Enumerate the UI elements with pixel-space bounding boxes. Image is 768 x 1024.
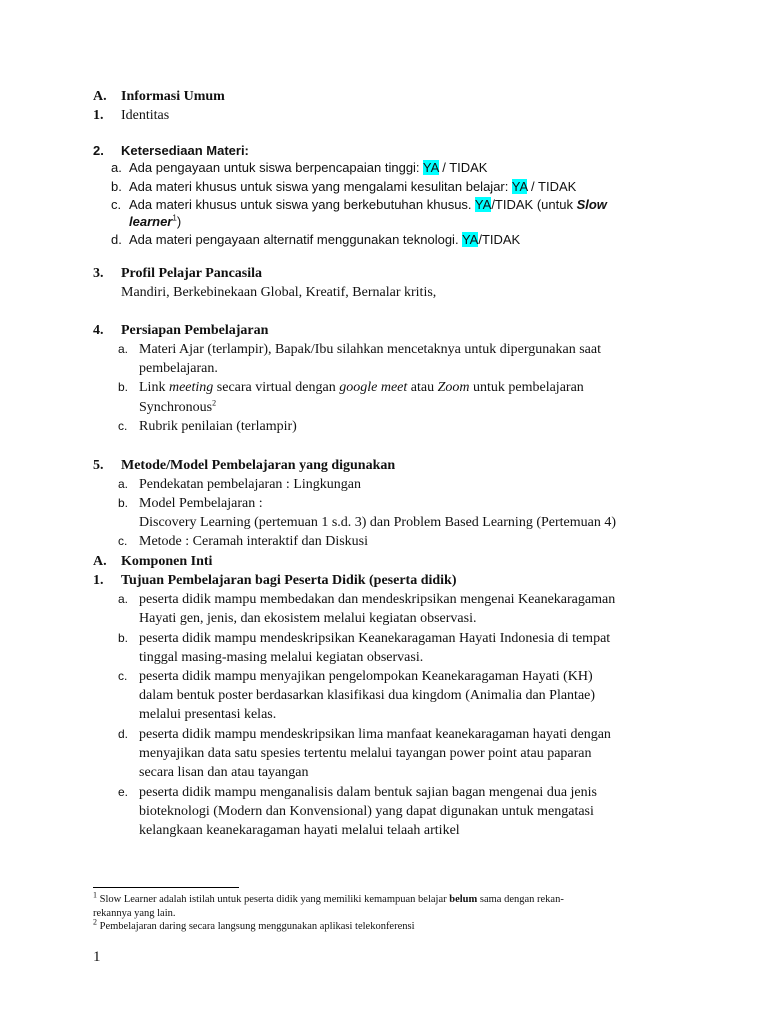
persiapan-a-cont: pembelajaran. bbox=[139, 361, 218, 376]
list-text: peserta didik mampu menyajikan pengelompokan Keanekaragaman Hayati (KH) bbox=[139, 669, 593, 684]
tujuan-a-cont: Hayati gen, jenis, dan ekosistem melalui kegiatan observasi. bbox=[139, 611, 477, 626]
metode-b bbox=[118, 494, 263, 513]
item-identitas bbox=[93, 106, 170, 125]
text-part: Synchronous bbox=[139, 400, 213, 415]
tujuan-a bbox=[118, 590, 616, 609]
item-number: 4. bbox=[93, 323, 104, 338]
item-number: 1. bbox=[93, 573, 104, 588]
text-part: / TIDAK bbox=[438, 160, 488, 175]
list-text bbox=[129, 195, 607, 214]
italic-term: Slow bbox=[576, 197, 607, 212]
profil-text: Mandiri, Berkebinekaan Global, Kreatif, Bernalar kritis, bbox=[121, 285, 437, 300]
ketersediaan-b bbox=[111, 177, 577, 196]
item-number: 2. bbox=[93, 143, 104, 158]
section-a-heading bbox=[93, 87, 225, 106]
text-part: Ada materi pengayaan alternatif menggunakan teknologi. bbox=[129, 232, 462, 247]
list-letter: c. bbox=[118, 419, 128, 433]
persiapan-c bbox=[118, 417, 297, 436]
list-text bbox=[129, 158, 487, 177]
list-letter: d. bbox=[111, 232, 122, 247]
metode-heading bbox=[93, 456, 396, 475]
profil-heading bbox=[93, 264, 263, 283]
item-number: 3. bbox=[93, 266, 104, 281]
ketersediaan-heading bbox=[93, 141, 249, 160]
tujuan-e-cont: bioteknologi (Modern dan Konvensional) yang dapat digunakan untuk mengatasi bbox=[139, 804, 594, 819]
ketersediaan-d bbox=[111, 230, 521, 249]
text-part: / TIDAK bbox=[527, 179, 577, 194]
footnote-1 bbox=[93, 890, 564, 906]
list-letter: c. bbox=[118, 669, 128, 683]
tujuan-b bbox=[118, 629, 611, 648]
item-text: Identitas bbox=[121, 108, 170, 123]
tujuan-c bbox=[118, 667, 593, 686]
list-letter: d. bbox=[118, 727, 129, 741]
tujuan-c-cont2: melalui presentasi kelas. bbox=[139, 707, 277, 722]
list-letter: c. bbox=[111, 197, 122, 212]
italic-term: meeting bbox=[168, 380, 214, 395]
tujuan-d bbox=[118, 725, 611, 744]
persiapan-b-cont bbox=[139, 398, 216, 417]
text-part: Ada materi khusus untuk siswa yang berkebutuhan khusus. bbox=[129, 197, 475, 212]
text-part: Link bbox=[139, 380, 169, 395]
footnote-marker: 1 bbox=[93, 890, 97, 900]
list-text: Metode : Ceramah interaktif dan Diskusi bbox=[139, 534, 368, 549]
list-letter: a. bbox=[118, 592, 129, 606]
item-number: 5. bbox=[93, 458, 104, 473]
list-letter: b. bbox=[118, 380, 129, 394]
ya-highlight: YA bbox=[461, 232, 479, 247]
footnote-1-cont: rekannya yang lain. bbox=[93, 908, 176, 919]
list-text bbox=[129, 230, 520, 249]
persiapan-b bbox=[118, 378, 584, 397]
item-title: Metode/Model Pembelajaran yang digunakan bbox=[121, 458, 396, 473]
section-letter: A. bbox=[93, 89, 107, 104]
section-title: Komponen Inti bbox=[121, 554, 213, 569]
footnote-bold: belum bbox=[449, 894, 478, 905]
text-part: ) bbox=[176, 214, 182, 229]
footnote-text: Slow Learner adalah istilah untuk peserta didik yang memiliki kemampuan belajar bbox=[97, 894, 450, 905]
list-text: peserta didik mampu membedakan dan mendeskripsikan mengenai Keanekaragaman bbox=[139, 592, 616, 607]
text-part: secara virtual dengan bbox=[213, 380, 340, 395]
section-letter: A. bbox=[93, 554, 107, 569]
item-title: Ketersediaan Materi: bbox=[121, 143, 249, 158]
tujuan-c-cont: dalam bentuk poster berdasarkan klasifikasi dua kingdom (Animalia dan Plantae) bbox=[139, 688, 596, 703]
ketersediaan-c bbox=[111, 195, 607, 214]
text-part: /TIDAK (untuk bbox=[491, 197, 577, 212]
list-text: peserta didik mampu menganalisis dalam bentuk sajian bagan mengenai dua jenis bbox=[139, 785, 597, 800]
tujuan-e bbox=[118, 783, 597, 802]
italic-term: Zoom bbox=[437, 380, 470, 395]
page-number: 1 bbox=[93, 949, 101, 965]
text-part: Ada pengayaan untuk siswa berpencapaian tinggi: bbox=[129, 160, 423, 175]
footnote-ref: 2 bbox=[212, 398, 217, 408]
item-title: Persiapan Pembelajaran bbox=[121, 323, 269, 338]
tujuan-e-cont2: kelangkaan keanekaragaman hayati melalui telaah artikel bbox=[139, 823, 460, 838]
persiapan-a bbox=[118, 340, 601, 359]
italic-term: learner bbox=[129, 214, 173, 229]
list-letter: a. bbox=[118, 342, 129, 356]
section-a2-heading bbox=[93, 552, 213, 571]
footnote-text: sama dengan rekan- bbox=[477, 894, 564, 905]
list-letter: b. bbox=[111, 179, 122, 194]
ya-highlight: YA bbox=[422, 160, 439, 175]
item-title: Tujuan Pembelajaran bagi Peserta Didik (peserta didik) bbox=[121, 573, 457, 588]
tujuan-d-cont2: secara lisan dan atau tayangan bbox=[139, 765, 309, 780]
footnote-ref: 1 bbox=[172, 213, 177, 223]
list-letter: b. bbox=[118, 496, 129, 510]
list-text: Model Pembelajaran : bbox=[139, 496, 263, 511]
list-letter: b. bbox=[118, 631, 129, 645]
italic-term: google meet bbox=[339, 380, 408, 395]
footnote-2 bbox=[93, 917, 415, 933]
text-part: untuk pembelajaran bbox=[469, 380, 584, 395]
list-text bbox=[129, 177, 576, 196]
item-title: Profil Pelajar Pancasila bbox=[121, 266, 263, 281]
tujuan-d-cont: menyajikan data satu spesies tertentu melalui tayangan power point atau paparan bbox=[139, 746, 592, 761]
metode-c bbox=[118, 532, 368, 551]
list-letter: e. bbox=[118, 785, 129, 799]
metode-b-cont: Discovery Learning (pertemuan 1 s.d. 3) dan Problem Based Learning (Pertemuan 4) bbox=[139, 515, 617, 530]
ketersediaan-c-cont bbox=[129, 212, 181, 231]
text-part: Ada materi khusus untuk siswa yang mengalami kesulitan belajar: bbox=[129, 179, 512, 194]
list-text: Materi Ajar (terlampir), Bapak/Ibu silahkan mencetaknya untuk dipergunakan saat bbox=[139, 342, 601, 357]
list-text: peserta didik mampu mendeskripsikan lima manfaat keanekaragaman hayati dengan bbox=[139, 727, 611, 742]
text-part: atau bbox=[407, 380, 438, 395]
footnote-separator bbox=[93, 887, 239, 888]
metode-a bbox=[118, 475, 361, 494]
tujuan-heading bbox=[93, 571, 457, 590]
ketersediaan-a bbox=[111, 158, 488, 177]
persiapan-heading bbox=[93, 321, 269, 340]
list-text bbox=[139, 378, 584, 397]
item-number: 1. bbox=[93, 108, 104, 123]
footnote-text: Pembelajaran daring secara langsung menggunakan aplikasi telekonferensi bbox=[97, 921, 415, 932]
list-text: peserta didik mampu mendeskripsikan Keanekaragaman Hayati Indonesia di tempat bbox=[139, 631, 611, 646]
section-title: Informasi Umum bbox=[121, 89, 225, 104]
text-part: /TIDAK bbox=[478, 232, 521, 247]
list-letter: a. bbox=[118, 477, 129, 491]
list-letter: c. bbox=[118, 534, 128, 548]
ya-highlight: YA bbox=[511, 179, 528, 194]
footnote-marker: 2 bbox=[93, 917, 97, 927]
tujuan-b-cont: tinggal masing-masing melalui kegiatan observasi. bbox=[139, 650, 424, 665]
ya-highlight: YA bbox=[474, 197, 492, 212]
list-letter: a. bbox=[111, 160, 122, 175]
list-text: Pendekatan pembelajaran : Lingkungan bbox=[139, 477, 361, 492]
list-text: Rubrik penilaian (terlampir) bbox=[139, 419, 297, 434]
